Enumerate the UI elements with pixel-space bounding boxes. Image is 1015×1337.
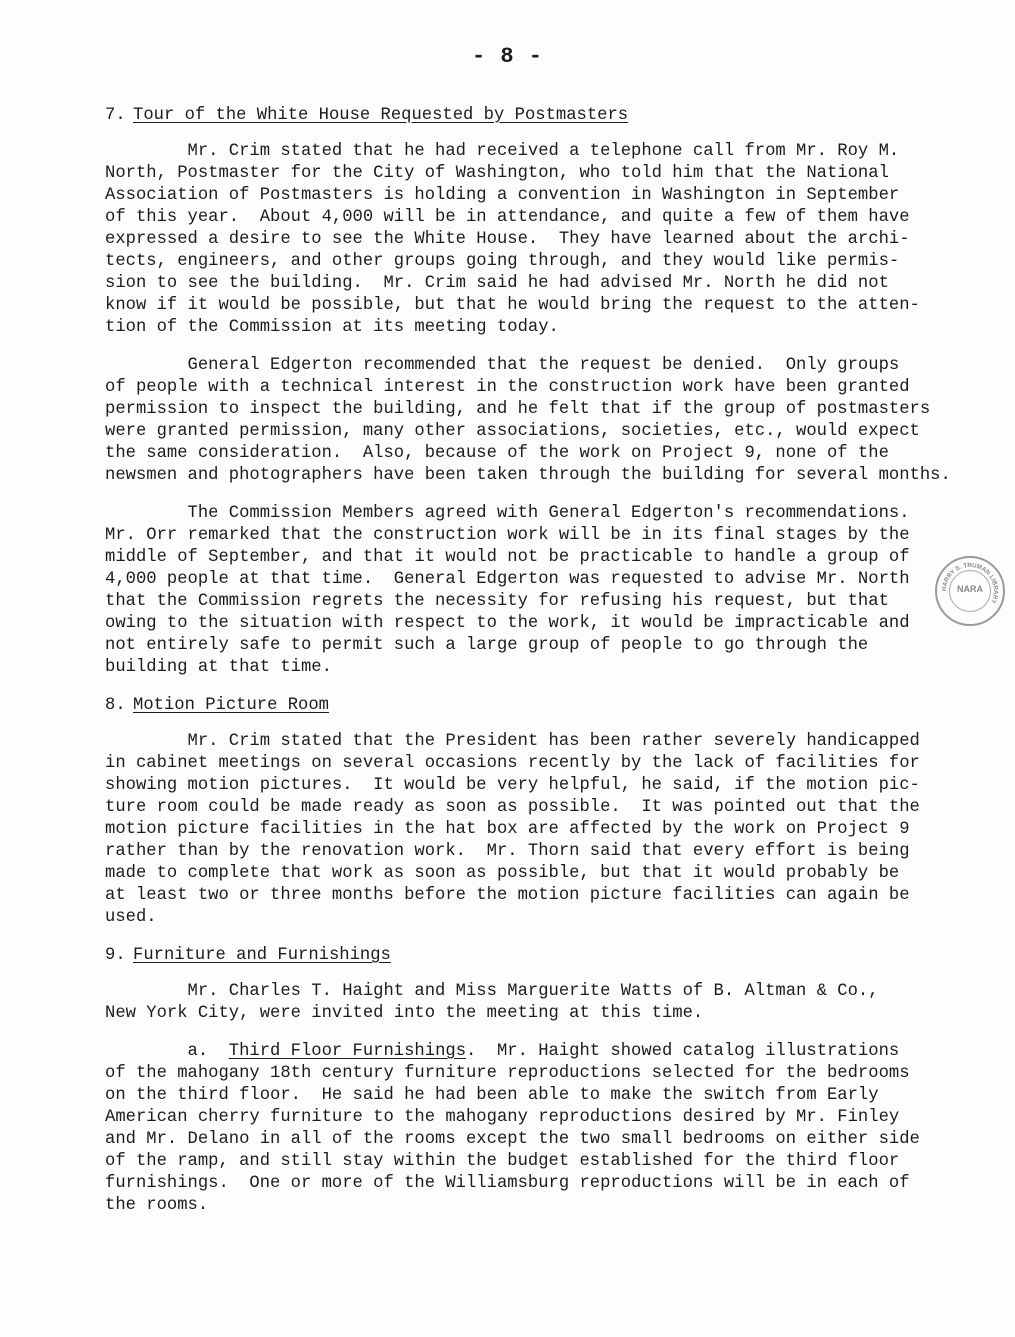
- section-tour-request: [105, 105, 955, 679]
- section-title: Motion Picture Room: [133, 696, 329, 715]
- section-motion-picture-room: [105, 695, 955, 929]
- section-number: 8.: [105, 696, 126, 715]
- section-number: 7.: [105, 106, 126, 125]
- section-heading: [105, 105, 955, 127]
- section-title: Tour of the White House Requested by Postmasters: [133, 106, 629, 125]
- section-title: Furniture and Furnishings: [133, 946, 391, 965]
- section-number: 9.: [105, 946, 126, 965]
- stamp-ring-text: HARRY S. TRUMAN LIBRARY: [940, 561, 1000, 605]
- archive-stamp: [935, 556, 1005, 626]
- subsection-text: . Mr. Haight showed catalog illustrations of the mahogany 18th century furniture reproductions selected for the bedrooms on the third floor. He said he had been able to make the switch from Early American cherry furniture to the mahogany reproductions desired by Mr. Finley and Mr. Delano in all of the rooms except the two small bedrooms on either side of the ramp, and still stay within the budget established for the third floor furnishings. One or more of the Williamsburg reproductions will be in each of the rooms.: [105, 1042, 920, 1215]
- paragraph: Mr. Crim stated that he had received a telephone call from Mr. Roy M. North, Postmaster for the City of Washington, who told him that the National Association of Postmasters is holding a convention in Washington in September of this year. About 4,000 will be in attendance, and quite a few of them have expressed a desire to see the White House. They have learned about the archi- tects, engineers, and other groups going through, and they would like permis- sion to see the building. Mr. Crim said he had advised Mr. North he did not know if it would be possible, but that he would bring the request to the atten- tion of the Commission at its meeting today.: [105, 142, 920, 337]
- section-furniture: [105, 945, 955, 1217]
- paragraph: The Commission Members agreed with General Edgerton's recommendations. Mr. Orr remarked that the construction work will be in its final stages by the middle of September, and that it would not be practicable to handle a group of 4,000 people at that time. General Edgerton was requested to advise Mr. North that the Commission regrets the necessity for refusing his request, but that owing to the situation with respect to the work, it would be impracticable and not entirely safe to permit such a large group of people to go through the building at that time.: [105, 504, 910, 677]
- subsection-title: Third Floor Furnishings: [228, 1042, 467, 1061]
- paragraph: General Edgerton recommended that the request be denied. Only groups of people with a technical interest in the construction work have been granted permission to inspect the building, and he felt that if the group of postmasters were granted permission, many other associations, societies, etc., would expect the same consideration. Also, because of the work on Project 9, none of the newsmen and photographers have been taken through the building for several months.: [105, 356, 951, 485]
- subsection-marker: a.: [105, 1042, 229, 1061]
- page-number: - 8 -: [471, 44, 543, 69]
- subsection-paragraph: [105, 1041, 955, 1217]
- paragraph: Mr. Charles T. Haight and Miss Marguerite Watts of B. Altman & Co., New York City, were invited into the meeting at this time.: [105, 982, 879, 1023]
- section-heading: [105, 695, 955, 717]
- section-heading: [105, 945, 955, 967]
- paragraph: Mr. Crim stated that the President has been rather severely handicapped in cabinet meetings on several occasions recently by the lack of facilities for showing motion pictures. It would be very helpful, he said, if the motion pic- ture room could be made ready as soon as possible. It was pointed out that the motion picture facilities in the hat box are affected by the work on Project 9 rather than by the renovation work. Mr. Thorn said that every effort is being made to complete that work as soon as possible, but that it would probably be at least two or three months before the motion picture facilities can again be used.: [105, 732, 920, 927]
- stamp-label: NARA: [957, 584, 983, 594]
- document-body: [105, 105, 955, 1233]
